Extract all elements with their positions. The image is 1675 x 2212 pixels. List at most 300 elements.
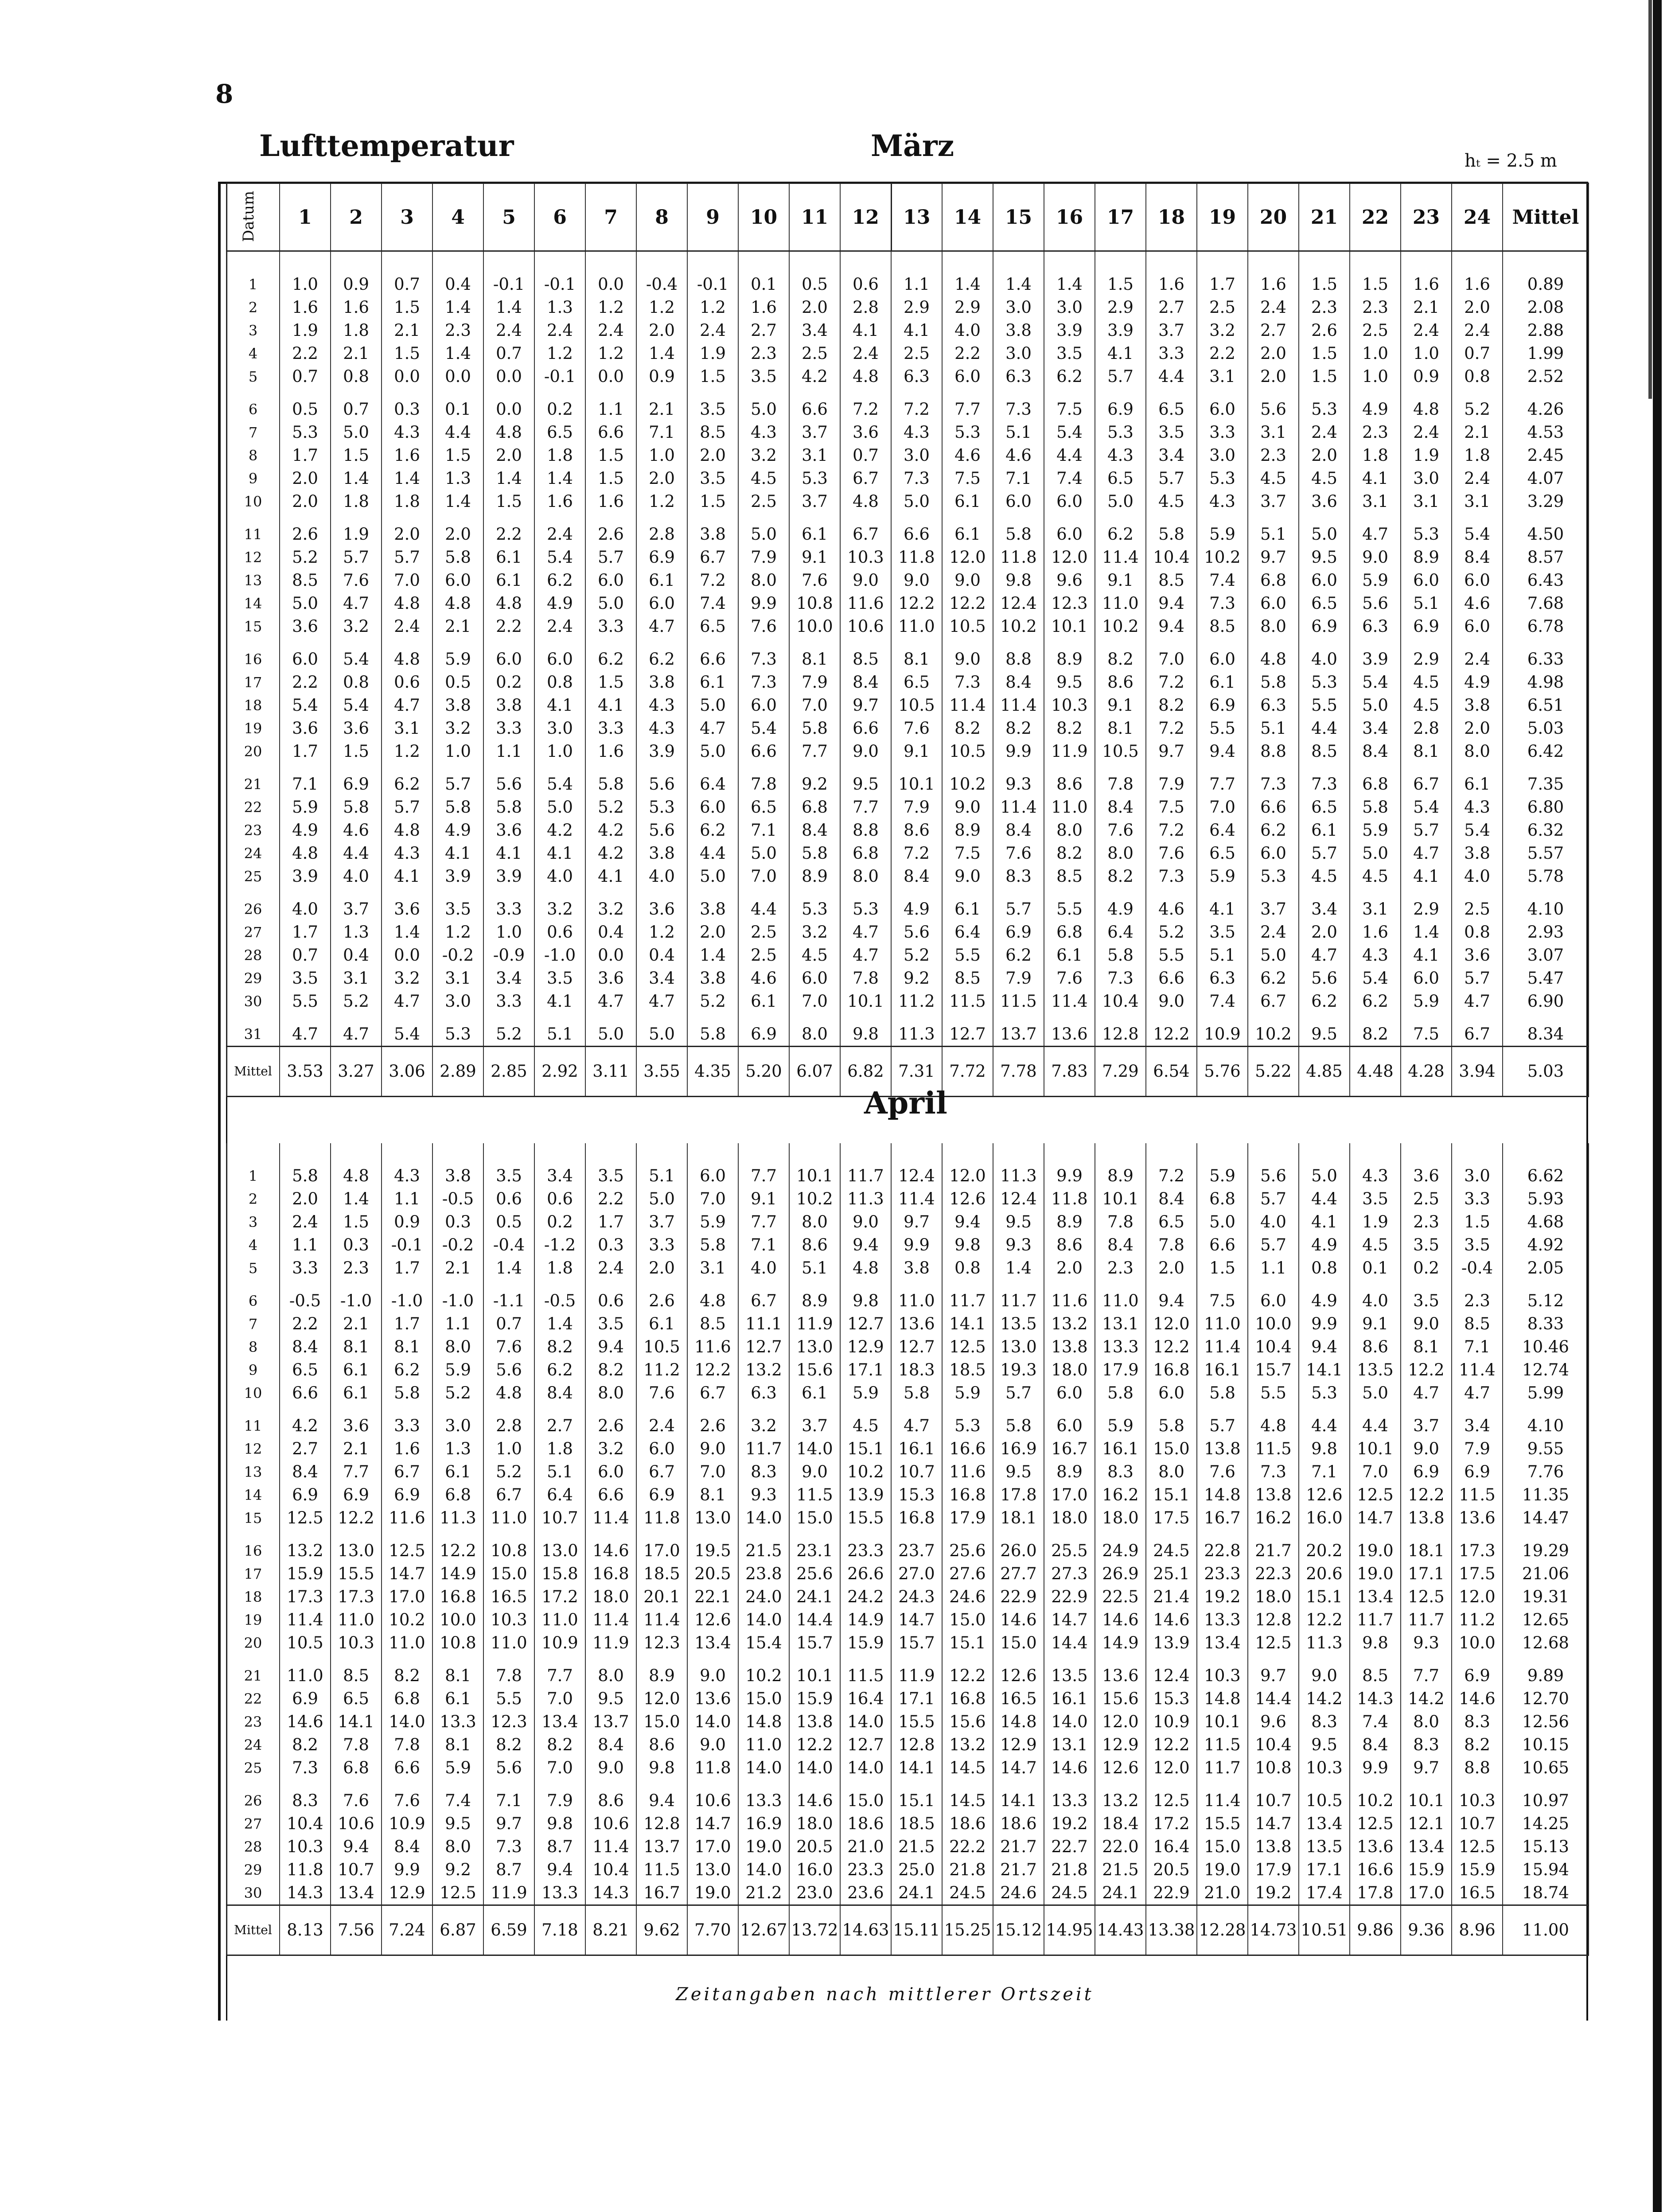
- temperature-cell: 6.2: [1299, 990, 1350, 1013]
- temperature-cell: 5.4: [1350, 671, 1401, 694]
- temperature-cell: 2.6: [687, 1405, 738, 1437]
- temperature-cell: 9.3: [993, 1234, 1044, 1257]
- temperature-cell: 11.9: [789, 1312, 840, 1336]
- temperature-cell: 2.6: [636, 1280, 687, 1312]
- temperature-cell: 3.9: [432, 865, 483, 888]
- temperature-cell: 18.0: [585, 1585, 636, 1608]
- table-row: [226, 490, 1589, 513]
- temperature-cell: 8.4: [1095, 796, 1146, 819]
- temperature-cell: 4.0: [738, 1257, 789, 1280]
- temperature-cell: 8.9: [1044, 1211, 1095, 1234]
- temperature-cell: 13.0: [534, 1530, 585, 1562]
- temperature-cell: 3.5: [687, 388, 738, 421]
- temperature-cell: -0.1: [483, 251, 534, 296]
- temperature-cell: 2.4: [534, 513, 585, 546]
- temperature-cell: 14.1: [1299, 1359, 1350, 1382]
- temperature-cell: 11.9: [1044, 740, 1095, 763]
- temperature-cell: 14.0: [1044, 1710, 1095, 1733]
- temperature-cell: 3.1: [331, 967, 382, 990]
- temperature-cell: 14.7: [1350, 1507, 1401, 1530]
- temperature-cell: 13.0: [789, 1336, 840, 1359]
- day-cell: 26: [226, 1780, 280, 1812]
- daily-mean-cell: 9.89: [1503, 1655, 1589, 1687]
- hourly-mean-cell: 9.62: [636, 1905, 687, 1955]
- temperature-cell: 12.0: [1452, 1585, 1503, 1608]
- temperature-cell: -1.0: [382, 1280, 432, 1312]
- temperature-cell: 14.3: [280, 1881, 331, 1905]
- temperature-cell: 8.7: [483, 1858, 534, 1881]
- temperature-cell: 3.1: [687, 1257, 738, 1280]
- temperature-cell: 1.6: [534, 490, 585, 513]
- temperature-cell: 4.7: [382, 694, 432, 717]
- temperature-cell: 7.6: [1095, 819, 1146, 842]
- temperature-cell: 12.5: [1248, 1632, 1299, 1655]
- temperature-cell: 2.6: [585, 513, 636, 546]
- temperature-cell: 6.0: [1044, 1405, 1095, 1437]
- temperature-cell: 4.8: [1401, 388, 1452, 421]
- daily-mean-cell: 5.47: [1503, 967, 1589, 990]
- temperature-cell: 14.0: [738, 1858, 789, 1881]
- hourly-mean-cell: 6.07: [789, 1047, 840, 1097]
- temperature-cell: 10.6: [840, 615, 891, 638]
- hour-header: 23: [1401, 183, 1452, 251]
- temperature-cell: 8.2: [382, 1655, 432, 1687]
- temperature-cell: 12.0: [942, 1143, 993, 1188]
- temperature-cell: 15.0: [993, 1632, 1044, 1655]
- day-cell: 14: [226, 1484, 280, 1507]
- temperature-cell: 4.0: [942, 319, 993, 342]
- temperature-cell: 4.9: [1299, 1280, 1350, 1312]
- temperature-cell: 6.0: [1044, 1382, 1095, 1405]
- temperature-cell: 15.7: [1248, 1359, 1299, 1382]
- day-cell: 5: [226, 1257, 280, 1280]
- temperature-cell: 8.5: [1197, 615, 1248, 638]
- temperature-cell: 6.0: [585, 1460, 636, 1484]
- temperature-cell: 8.1: [382, 1336, 432, 1359]
- temperature-cell: 12.5: [432, 1881, 483, 1905]
- temperature-cell: 4.7: [636, 615, 687, 638]
- table-row: [226, 1460, 1589, 1484]
- temperature-cell: 8.5: [687, 421, 738, 444]
- temperature-cell: 1.5: [585, 671, 636, 694]
- temperature-cell: 6.6: [1146, 967, 1197, 990]
- temperature-cell: 11.6: [382, 1507, 432, 1530]
- temperature-cell: 12.0: [636, 1687, 687, 1710]
- daily-mean-cell: 4.68: [1503, 1211, 1589, 1234]
- day-cell: 23: [226, 819, 280, 842]
- table-row: [226, 1562, 1589, 1585]
- temperature-cell: 6.7: [840, 467, 891, 490]
- temperature-cell: 2.4: [1452, 638, 1503, 671]
- temperature-cell: 10.4: [1095, 990, 1146, 1013]
- temperature-cell: 24.1: [1095, 1881, 1146, 1905]
- day-cell: 1: [226, 251, 280, 296]
- temperature-cell: 1.4: [993, 1257, 1044, 1280]
- temperature-cell: 7.0: [789, 694, 840, 717]
- temperature-cell: 8.7: [534, 1835, 585, 1858]
- temperature-cell: 13.3: [1095, 1336, 1146, 1359]
- temperature-cell: 10.2: [993, 615, 1044, 638]
- hourly-mean-cell: 6.82: [840, 1047, 891, 1097]
- temperature-cell: 8.8: [1452, 1756, 1503, 1780]
- temperature-cell: 13.4: [1350, 1585, 1401, 1608]
- temperature-cell: 3.5: [1146, 421, 1197, 444]
- daily-mean-cell: 2.05: [1503, 1257, 1589, 1280]
- temperature-cell: 17.8: [993, 1484, 1044, 1507]
- temperature-cell: 5.4: [534, 546, 585, 569]
- temperature-cell: 3.4: [789, 319, 840, 342]
- temperature-cell: 24.5: [942, 1881, 993, 1905]
- temperature-cell: 0.1: [738, 251, 789, 296]
- temperature-cell: 11.4: [280, 1608, 331, 1632]
- temperature-cell: 0.0: [382, 365, 432, 388]
- table-row: [226, 1733, 1589, 1756]
- daily-mean-cell: 4.10: [1503, 1405, 1589, 1437]
- temperature-cell: 3.3: [1146, 342, 1197, 365]
- temperature-cell: 9.6: [1044, 569, 1095, 592]
- temperature-cell: 20.1: [636, 1585, 687, 1608]
- temperature-cell: 1.2: [585, 296, 636, 319]
- temperature-cell: 1.8: [1452, 444, 1503, 467]
- temperature-cell: 5.2: [1146, 921, 1197, 944]
- temperature-cell: 10.4: [1248, 1733, 1299, 1756]
- temperature-cell: 7.5: [942, 842, 993, 865]
- temperature-cell: 6.0: [1044, 513, 1095, 546]
- temperature-cell: 4.7: [1401, 842, 1452, 865]
- temperature-cell: 7.8: [1095, 763, 1146, 796]
- temperature-cell: 7.8: [738, 763, 789, 796]
- temperature-cell: 1.6: [280, 296, 331, 319]
- temperature-cell: 9.0: [1401, 1312, 1452, 1336]
- temperature-cell: 12.2: [1146, 1733, 1197, 1756]
- temperature-cell: 1.5: [1350, 251, 1401, 296]
- temperature-cell: 12.5: [942, 1336, 993, 1359]
- temperature-cell: 14.3: [1350, 1687, 1401, 1710]
- temperature-cell: 3.7: [789, 1405, 840, 1437]
- temperature-cell: 5.0: [585, 1013, 636, 1047]
- temperature-cell: 18.4: [1095, 1812, 1146, 1835]
- temperature-cell: 21.5: [891, 1835, 942, 1858]
- temperature-cell: 3.8: [1452, 694, 1503, 717]
- temperature-cell: 20.5: [789, 1835, 840, 1858]
- temperature-cell: 20.2: [1299, 1530, 1350, 1562]
- temperature-cell: 3.6: [636, 888, 687, 921]
- temperature-cell: 7.2: [1146, 717, 1197, 740]
- temperature-cell: 10.4: [585, 1858, 636, 1881]
- hour-header: 15: [993, 183, 1044, 251]
- temperature-cell: 9.9: [993, 740, 1044, 763]
- temperature-cell: 7.7: [738, 1211, 789, 1234]
- table-row: [226, 1188, 1589, 1211]
- temperature-cell: 19.2: [1248, 1881, 1299, 1905]
- temperature-cell: 2.0: [1452, 717, 1503, 740]
- temperature-cell: 5.9: [1401, 990, 1452, 1013]
- temperature-cell: 10.3: [1044, 694, 1095, 717]
- temperature-cell: 9.0: [1299, 1655, 1350, 1687]
- hour-header: 6: [534, 183, 585, 251]
- temperature-cell: 2.0: [1299, 444, 1350, 467]
- temperature-cell: 7.0: [1197, 796, 1248, 819]
- temperature-cell: 3.3: [585, 615, 636, 638]
- temperature-cell: 4.0: [534, 865, 585, 888]
- temperature-cell: 5.8: [432, 546, 483, 569]
- temperature-cell: 3.2: [789, 921, 840, 944]
- temperature-cell: 13.5: [1299, 1835, 1350, 1858]
- temperature-cell: 1.6: [585, 490, 636, 513]
- hourly-mean-cell: 4.35: [687, 1047, 738, 1097]
- temperature-cell: 5.7: [1401, 819, 1452, 842]
- temperature-cell: 4.7: [331, 1013, 382, 1047]
- temperature-cell: 11.4: [1044, 990, 1095, 1013]
- temperature-cell: 6.9: [280, 1687, 331, 1710]
- temperature-cell: 8.8: [1248, 740, 1299, 763]
- temperature-cell: 7.1: [738, 819, 789, 842]
- temperature-cell: 12.9: [840, 1336, 891, 1359]
- temperature-cell: 1.7: [280, 740, 331, 763]
- temperature-cell: 7.5: [942, 467, 993, 490]
- temperature-cell: 6.0: [1197, 638, 1248, 671]
- temperature-cell: 14.9: [432, 1562, 483, 1585]
- temperature-cell: 7.9: [789, 671, 840, 694]
- temperature-cell: 19.2: [1197, 1585, 1248, 1608]
- temperature-cell: 4.5: [789, 944, 840, 967]
- day-cell: 6: [226, 388, 280, 421]
- temperature-cell: 6.1: [331, 1359, 382, 1382]
- temperature-cell: 5.6: [1299, 967, 1350, 990]
- temperature-cell: 6.5: [1299, 592, 1350, 615]
- temperature-cell: 7.9: [1452, 1437, 1503, 1460]
- temperature-cell: 13.3: [1044, 1780, 1095, 1812]
- temperature-cell: 11.3: [1299, 1632, 1350, 1655]
- temperature-cell: 2.0: [1452, 296, 1503, 319]
- temperature-cell: 9.5: [840, 763, 891, 796]
- temperature-cell: 12.8: [1095, 1013, 1146, 1047]
- temperature-cell: 4.3: [636, 717, 687, 740]
- hourly-mean-cell: 7.72: [942, 1047, 993, 1097]
- daily-mean-cell: 10.15: [1503, 1733, 1589, 1756]
- table-row: [226, 1211, 1589, 1234]
- temperature-cell: 1.9: [687, 342, 738, 365]
- temperature-cell: 5.8: [331, 796, 382, 819]
- temperature-cell: 3.6: [331, 1405, 382, 1437]
- temperature-cell: 9.5: [1299, 1013, 1350, 1047]
- daily-mean-cell: 14.25: [1503, 1812, 1589, 1835]
- temperature-cell: 9.7: [840, 694, 891, 717]
- temperature-cell: 9.0: [942, 865, 993, 888]
- temperature-cell: 5.9: [1350, 819, 1401, 842]
- temperature-cell: 9.8: [636, 1756, 687, 1780]
- temperature-cell: 10.0: [1452, 1632, 1503, 1655]
- temperature-cell: 7.3: [483, 1835, 534, 1858]
- temperature-cell: 6.2: [993, 944, 1044, 967]
- temperature-cell: -1.0: [331, 1280, 382, 1312]
- temperature-cell: 26.9: [1095, 1562, 1146, 1585]
- temperature-cell: 10.5: [891, 694, 942, 717]
- temperature-cell: 8.2: [280, 1733, 331, 1756]
- temperature-cell: 3.0: [1197, 444, 1248, 467]
- temperature-cell: 7.3: [738, 638, 789, 671]
- temperature-cell: 9.9: [738, 592, 789, 615]
- temperature-cell: 13.5: [993, 1312, 1044, 1336]
- temperature-cell: 14.5: [942, 1756, 993, 1780]
- daily-mean-cell: 3.29: [1503, 490, 1589, 513]
- temperature-cell: 6.9: [382, 1484, 432, 1507]
- day-cell: 22: [226, 796, 280, 819]
- temperature-cell: 1.5: [382, 296, 432, 319]
- temperature-cell: 6.0: [432, 569, 483, 592]
- temperature-cell: 3.8: [687, 888, 738, 921]
- temperature-cell: 9.7: [1401, 1756, 1452, 1780]
- temperature-cell: 12.5: [1146, 1780, 1197, 1812]
- temperature-cell: 7.2: [1146, 1143, 1197, 1188]
- temperature-cell: 2.4: [585, 1257, 636, 1280]
- temperature-cell: 1.5: [331, 1211, 382, 1234]
- daily-mean-cell: 4.07: [1503, 467, 1589, 490]
- temperature-cell: -0.1: [382, 1234, 432, 1257]
- temperature-cell: 9.5: [1299, 546, 1350, 569]
- temperature-cell: 1.7: [382, 1312, 432, 1336]
- temperature-cell: 7.6: [382, 1780, 432, 1812]
- temperature-cell: 16.9: [993, 1437, 1044, 1460]
- page-title: Lufttemperatur: [259, 129, 514, 163]
- temperature-cell: 9.5: [1299, 1733, 1350, 1756]
- temperature-cell: 7.2: [840, 388, 891, 421]
- temperature-cell: 1.7: [280, 444, 331, 467]
- temperature-cell: 2.0: [280, 490, 331, 513]
- temperature-cell: 14.6: [280, 1710, 331, 1733]
- temperature-cell: 4.3: [382, 842, 432, 865]
- temperature-cell: 5.8: [1197, 1382, 1248, 1405]
- temperature-cell: 23.3: [840, 1858, 891, 1881]
- temperature-cell: 4.6: [738, 967, 789, 990]
- daily-mean-cell: 4.92: [1503, 1234, 1589, 1257]
- temperature-cell: 7.6: [331, 1780, 382, 1812]
- temperature-cell: 8.0: [1452, 740, 1503, 763]
- temperature-cell: 11.5: [1452, 1484, 1503, 1507]
- temperature-cell: 2.3: [432, 319, 483, 342]
- temperature-cell: 4.1: [1197, 888, 1248, 921]
- daily-mean-cell: 4.98: [1503, 671, 1589, 694]
- temperature-cell: 10.7: [331, 1858, 382, 1881]
- temperature-cell: 11.4: [1095, 546, 1146, 569]
- temperature-cell: 8.9: [1401, 546, 1452, 569]
- temperature-cell: 12.2: [942, 1655, 993, 1687]
- temperature-cell: 5.4: [331, 694, 382, 717]
- temperature-cell: -0.2: [432, 944, 483, 967]
- temperature-cell: 3.3: [483, 717, 534, 740]
- temperature-cell: 15.6: [1095, 1687, 1146, 1710]
- temperature-cell: 3.0: [1044, 296, 1095, 319]
- temperature-cell: 2.2: [280, 671, 331, 694]
- temperature-cell: 4.3: [891, 421, 942, 444]
- temperature-cell: 1.9: [1401, 444, 1452, 467]
- temperature-cell: 10.1: [1044, 615, 1095, 638]
- table-row: [226, 592, 1589, 615]
- temperature-cell: 5.4: [382, 1013, 432, 1047]
- temperature-cell: 21.7: [993, 1835, 1044, 1858]
- temperature-cell: 4.5: [1146, 490, 1197, 513]
- temperature-cell: 4.9: [891, 888, 942, 921]
- temperature-cell: 4.7: [585, 990, 636, 1013]
- temperature-cell: 4.3: [636, 694, 687, 717]
- temperature-cell: 5.9: [1197, 865, 1248, 888]
- temperature-cell: 13.6: [1350, 1835, 1401, 1858]
- temperature-cell: 1.5: [1095, 251, 1146, 296]
- day-cell: 8: [226, 444, 280, 467]
- temperature-cell: 5.3: [1299, 1382, 1350, 1405]
- temperature-cell: 5.1: [1197, 944, 1248, 967]
- day-cell: 20: [226, 1632, 280, 1655]
- hour-header: 8: [636, 183, 687, 251]
- temperature-cell: 4.1: [1401, 865, 1452, 888]
- temperature-cell: 4.1: [534, 990, 585, 1013]
- temperature-cell: 12.3: [483, 1710, 534, 1733]
- table-row: [226, 251, 1589, 296]
- table-row: [226, 717, 1589, 740]
- temperature-cell: 7.9: [738, 546, 789, 569]
- temperature-cell: 13.8: [1197, 1437, 1248, 1460]
- temperature-cell: 9.3: [1401, 1632, 1452, 1655]
- temperature-cell: 6.5: [1146, 1211, 1197, 1234]
- hourly-mean-cell: 14.43: [1095, 1905, 1146, 1955]
- temperature-cell: 5.7: [993, 888, 1044, 921]
- temperature-cell: 10.3: [483, 1608, 534, 1632]
- temperature-cell: 9.2: [432, 1858, 483, 1881]
- temperature-cell: 5.5: [942, 944, 993, 967]
- temperature-cell: 9.8: [942, 1234, 993, 1257]
- temperature-cell: 6.0: [534, 638, 585, 671]
- temperature-cell: 5.7: [382, 546, 432, 569]
- temperature-cell: 1.4: [331, 1188, 382, 1211]
- temperature-cell: 5.7: [1248, 1234, 1299, 1257]
- temperature-cell: 5.0: [738, 388, 789, 421]
- temperature-cell: 3.5: [1350, 1188, 1401, 1211]
- temperature-cell: 5.0: [1248, 944, 1299, 967]
- temperature-cell: 13.4: [1197, 1632, 1248, 1655]
- temperature-cell: 7.9: [993, 967, 1044, 990]
- table-row: [226, 1710, 1589, 1733]
- temperature-cell: 6.2: [1044, 365, 1095, 388]
- temperature-cell: 0.8: [1452, 365, 1503, 388]
- temperature-cell: 11.8: [636, 1507, 687, 1530]
- temperature-cell: 6.9: [1401, 615, 1452, 638]
- temperature-cell: 6.6: [585, 1484, 636, 1507]
- temperature-cell: 9.0: [840, 740, 891, 763]
- temperature-cell: 5.3: [280, 421, 331, 444]
- temperature-cell: 5.9: [1350, 569, 1401, 592]
- temperature-cell: 2.0: [636, 1257, 687, 1280]
- temperature-cell: 13.2: [280, 1530, 331, 1562]
- temperature-cell: 3.1: [1197, 365, 1248, 388]
- temperature-cell: 5.4: [280, 694, 331, 717]
- temperature-cell: 8.5: [1044, 865, 1095, 888]
- temperature-cell: 4.1: [840, 319, 891, 342]
- temperature-cell: 5.2: [331, 990, 382, 1013]
- hourly-mean-cell: 7.24: [382, 1905, 432, 1955]
- daily-mean-cell: 2.08: [1503, 296, 1589, 319]
- temperature-cell: 16.8: [432, 1585, 483, 1608]
- temperature-cell: 11.0: [280, 1655, 331, 1687]
- temperature-cell: 6.7: [636, 1460, 687, 1484]
- temperature-cell: 4.1: [1350, 467, 1401, 490]
- temperature-cell: 18.6: [840, 1812, 891, 1835]
- day-cell: 19: [226, 1608, 280, 1632]
- temperature-cell: 6.1: [1452, 763, 1503, 796]
- temperature-cell: 8.2: [1044, 717, 1095, 740]
- temperature-cell: 25.1: [1146, 1562, 1197, 1585]
- daily-mean-cell: 6.90: [1503, 990, 1589, 1013]
- temperature-cell: 9.0: [687, 1437, 738, 1460]
